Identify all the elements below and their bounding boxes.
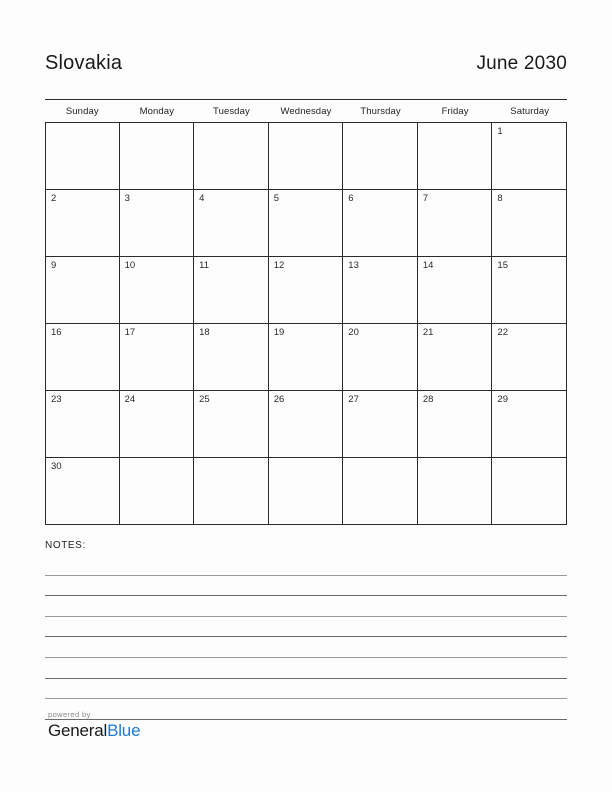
day-cell-1[interactable] (492, 123, 567, 189)
day-cell-empty (120, 458, 195, 524)
day-cell-empty (418, 123, 493, 189)
day-cell-3[interactable] (120, 190, 195, 256)
day-cell-empty (269, 123, 344, 189)
day-number: 14 (422, 260, 434, 271)
day-number: 8 (497, 193, 503, 204)
day-number: 12 (273, 260, 285, 271)
day-cell-21[interactable] (418, 324, 493, 390)
note-line[interactable] (45, 555, 567, 576)
note-line[interactable] (45, 596, 567, 617)
day-number: 13 (348, 260, 359, 271)
day-number: 28 (422, 394, 434, 405)
day-cell-empty (492, 458, 567, 524)
day-number: 26 (273, 394, 285, 405)
note-line[interactable] (45, 617, 567, 638)
day-number: 23 (51, 394, 62, 405)
day-cell-15[interactable] (492, 257, 567, 323)
day-cell-9[interactable] (45, 257, 120, 323)
day-cell-28[interactable] (418, 391, 493, 457)
day-cell-empty (343, 123, 418, 189)
day-number: 2 (51, 193, 57, 204)
footer-logo (48, 710, 140, 741)
day-number: 19 (273, 327, 285, 338)
day-cell-6[interactable] (343, 190, 418, 256)
week-row (45, 257, 567, 324)
day-number: 6 (348, 193, 354, 204)
week-row (45, 324, 567, 391)
day-cell-empty (120, 123, 195, 189)
weeks-container (45, 123, 567, 525)
day-cell-30[interactable] (45, 458, 120, 524)
note-line[interactable] (45, 637, 567, 658)
week-row (45, 123, 567, 190)
day-cell-26[interactable] (269, 391, 344, 457)
week-row (45, 190, 567, 257)
day-cell-14[interactable] (418, 257, 493, 323)
weekday-header-row (45, 99, 567, 123)
day-number: 30 (51, 461, 62, 472)
day-cell-16[interactable] (45, 324, 120, 390)
day-cell-7[interactable] (418, 190, 493, 256)
day-cell-18[interactable] (194, 324, 269, 390)
notes-label: NOTES: (45, 540, 86, 551)
note-line[interactable] (45, 576, 567, 597)
day-number: 10 (124, 260, 136, 271)
country-title: Slovakia (45, 52, 123, 74)
day-number: 15 (497, 260, 508, 271)
weekday-header-sunday: Sunday (65, 105, 99, 117)
calendar-grid (45, 99, 567, 525)
day-cell-27[interactable] (343, 391, 418, 457)
day-number: 11 (199, 260, 210, 271)
day-number: 21 (422, 327, 434, 338)
day-cell-17[interactable] (120, 324, 195, 390)
brand-name (48, 721, 140, 741)
weekday-header-wednesday: Wednesday (280, 105, 332, 117)
day-cell-4[interactable] (194, 190, 269, 256)
day-cell-23[interactable] (45, 391, 120, 457)
week-row (45, 391, 567, 458)
month-year-title: June 2030 (476, 53, 567, 74)
notes-lines[interactable] (45, 555, 567, 720)
weekday-header-thursday: Thursday (360, 105, 401, 117)
weekday-header-monday: Monday (139, 105, 175, 117)
day-cell-5[interactable] (269, 190, 344, 256)
day-number: 16 (51, 327, 62, 338)
day-cell-11[interactable] (194, 257, 269, 323)
day-number: 29 (497, 394, 508, 405)
note-line[interactable] (45, 679, 567, 700)
day-cell-empty (418, 458, 493, 524)
powered-by-label: powered by (48, 710, 91, 719)
weekday-header-friday: Friday (441, 105, 469, 117)
day-cell-13[interactable] (343, 257, 418, 323)
day-cell-empty (45, 123, 120, 189)
day-number: 3 (124, 193, 130, 204)
brand-name-blue: Blue (107, 721, 141, 740)
day-number: 4 (199, 193, 205, 204)
note-line[interactable] (45, 658, 567, 679)
weekday-header-tuesday: Tuesday (213, 105, 250, 117)
day-cell-8[interactable] (492, 190, 567, 256)
day-cell-12[interactable] (269, 257, 344, 323)
day-number: 22 (497, 327, 508, 338)
day-cell-10[interactable] (120, 257, 195, 323)
day-number: 5 (273, 193, 279, 204)
day-cell-24[interactable] (120, 391, 195, 457)
day-cell-empty (194, 458, 269, 524)
day-cell-25[interactable] (194, 391, 269, 457)
day-cell-19[interactable] (269, 324, 344, 390)
day-cell-empty (269, 458, 344, 524)
day-cell-29[interactable] (492, 391, 567, 457)
day-number: 20 (348, 327, 359, 338)
brand-name-general: General (48, 721, 108, 740)
day-number: 9 (51, 260, 57, 271)
day-cell-empty (343, 458, 418, 524)
day-cell-22[interactable] (492, 324, 567, 390)
day-cell-empty (194, 123, 269, 189)
week-row (45, 458, 567, 525)
day-number: 24 (124, 394, 136, 405)
day-number: 27 (348, 394, 359, 405)
notes-section (45, 540, 567, 720)
page-header (45, 52, 567, 75)
day-number: 1 (497, 126, 503, 137)
day-number: 7 (422, 193, 429, 204)
day-number: 17 (124, 327, 136, 338)
day-number: 18 (199, 327, 210, 338)
day-cell-2[interactable] (45, 190, 120, 256)
day-cell-20[interactable] (343, 324, 418, 390)
day-number: 25 (199, 394, 210, 405)
weekday-header-saturday: Saturday (510, 105, 550, 117)
